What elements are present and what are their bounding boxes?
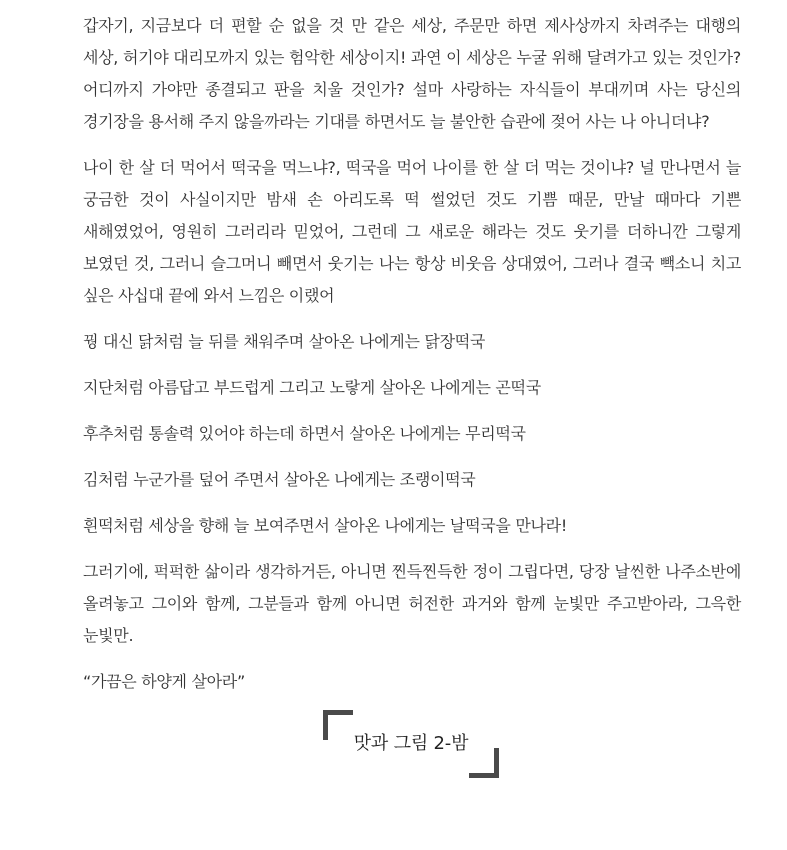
caption-frame bbox=[323, 710, 499, 778]
line-nal-tteokguk: 흰떡처럼 세상을 향해 늘 보여주면서 살아온 나에게는 날떡국을 만나라! bbox=[83, 516, 567, 535]
line-dakjang-tteokguk: 꿩 대신 닭처럼 늘 뒤를 채워주며 살아온 나에게는 닭장떡국 bbox=[83, 332, 486, 351]
paragraph-closing: 그러기에, 퍽퍽한 삶이라 생각하거든, 아니면 찐득찐득한 정이 그립다면, 당장 날씬한 나주소반에 올려놓고 그이와 함께, 그분들과 함께 아니면 허전한 과거와 함께 눈빛만 주고받아라, 그윽한 눈빛만. bbox=[83, 562, 741, 645]
caption-title: 맛과 그림 2-밤 bbox=[353, 733, 469, 754]
quote-line: “가끔은 하양게 살아라” bbox=[83, 672, 245, 691]
paragraph-intro: 갑자기, 지금보다 더 편할 순 없을 것 만 같은 세상, 주문만 하면 제사상까지 차려주는 대행의 세상, 허기야 대리모까지 있는 험악한 세상이지! 과연 이 세상은 누굴 위해 달려가고 있는 것인가? 어디까지 가야만 종결되고 판을 치울 것인가? 설마 사랑하는 자식들이 부대끼며 사는 당신의 경기장을 용서해 주지 않을까라는 기대를 하면서도 늘 불안한 습관에 젖어 사는 나 아니더냐? bbox=[83, 16, 741, 131]
corner-bracket-bottom-right-icon bbox=[469, 748, 499, 778]
paragraph-tteokguk: 나이 한 살 더 먹어서 떡국을 먹느냐?, 떡국을 먹어 나이를 한 살 더 먹는 것이냐? 널 만나면서 늘 궁금한 것이 사실이지만 밤새 손 아리도록 떡 썰었던 것도 기쁨 때문, 만날 때마다 기쁜 새해였었어, 영원히 그러리라 믿었어, 그런데 그 새로운 해라는 것도 웃기를 더하니깐 그렇게 보였던 것, 그러니 슬그머니 빼면서 웃기는 나는 항상 비웃음 상대였어, 그러나 결국 빽소니 치고 싶은 사십대 끝에 와서 느낌은 이랬어 bbox=[83, 158, 741, 305]
line-muri-tteokguk: 후추처럼 통솔력 있어야 하는데 하면서 살아온 나에게는 무리떡국 bbox=[83, 424, 526, 443]
article-body bbox=[83, 10, 741, 712]
line-gon-tteokguk: 지단처럼 아름답고 부드럽게 그리고 노랗게 살아온 나에게는 곤떡국 bbox=[83, 378, 541, 397]
line-joraengi-tteokguk: 김처럼 누군가를 덮어 주면서 살아온 나에게는 조랭이떡국 bbox=[83, 470, 476, 489]
